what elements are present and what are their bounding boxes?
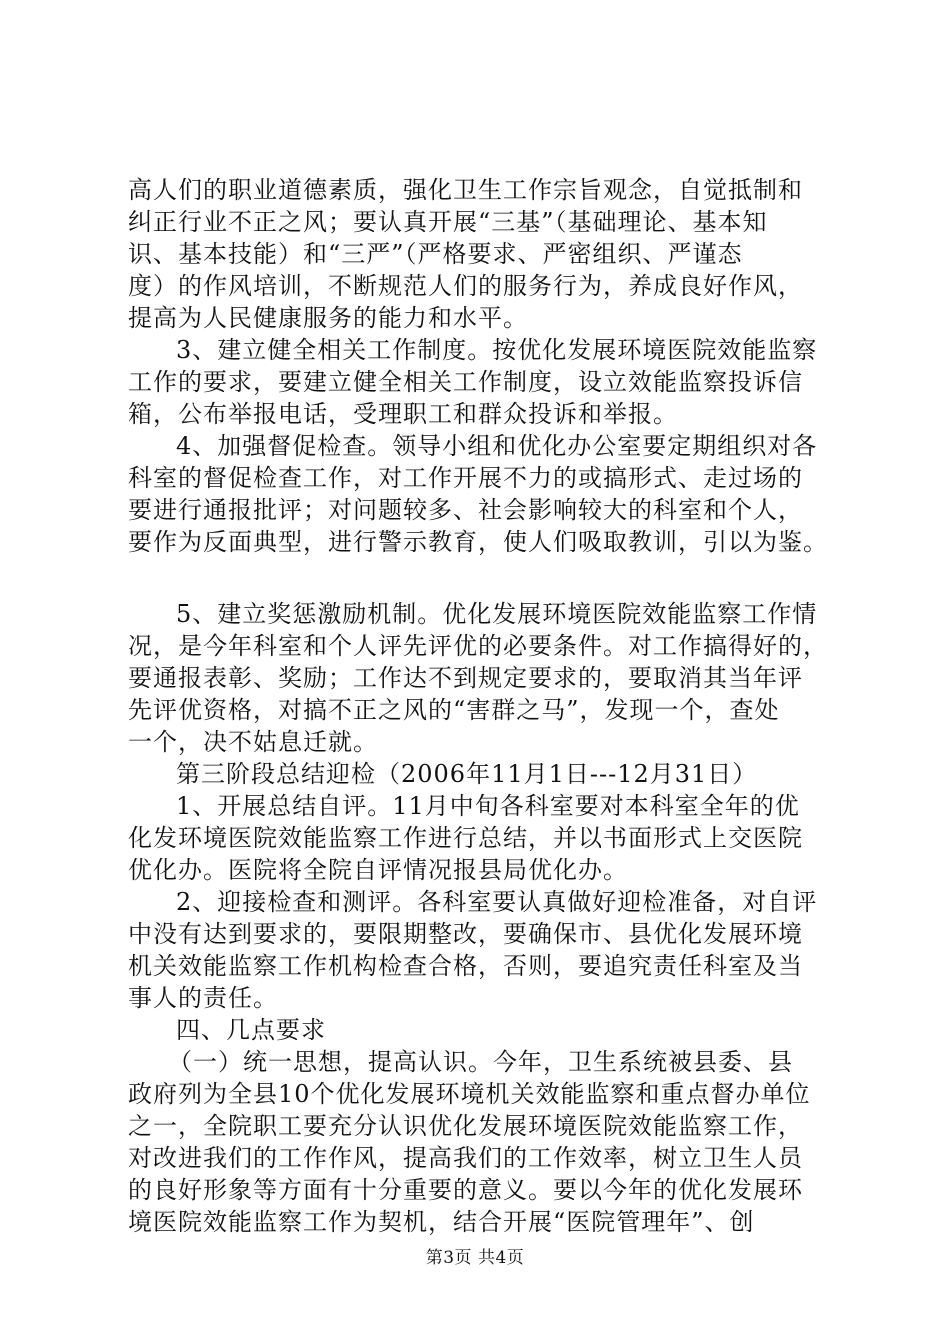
text-line: 科室的督促检查工作，对工作开展不力的或搞形式、走过场的 xyxy=(128,464,803,492)
text-line: 的良好形象等方面有十分重要的意义。要以今年的优化发展环 xyxy=(128,1176,803,1204)
text-line: 况，是今年科室和个人评先评优的必要条件。对工作搞得好的， xyxy=(128,632,828,660)
text-line: 要进行通报批评；对问题较多、社会影响较大的科室和个人， xyxy=(128,496,803,524)
text-line: 4、加强督促检查。领导小组和优化办公室要定期组织对各 xyxy=(176,432,818,460)
text-line: 中没有达到要求的，要限期整改，要确保市、县优化发展环境 xyxy=(128,920,803,948)
text-line: 2、迎接检查和测评。各科室要认真做好迎检准备，对自评 xyxy=(176,888,818,916)
text-line: 政府列为全县10个优化发展环境机关效能监察和重点督办单位 xyxy=(128,1080,811,1108)
text-line: 境医院效能监察工作为契机，结合开展“医院管理年”、创 xyxy=(128,1208,755,1236)
text-line: 化发环境医院效能监察工作进行总结，并以书面形式上交医院 xyxy=(128,824,803,852)
text-line: 先评优资格，对搞不正之风的“害群之马”，发现一个，查处 xyxy=(128,696,780,724)
text-line: 要作为反面典型，进行警示教育，使人们吸取教训，引以为鉴。 xyxy=(128,528,828,556)
text-line: 对改进我们的工作作风，提高我们的工作效率，树立卫生人员 xyxy=(128,1144,803,1172)
paragraph-gap xyxy=(128,558,856,598)
text-line: 提高为人民健康服务的能力和水平。 xyxy=(128,304,528,332)
text-line: 箱，公布举报电话，受理职工和群众投诉和举报。 xyxy=(128,400,678,428)
text-line: 优化办。医院将全院自评情况报县局优化办。 xyxy=(128,856,628,884)
text-line: 高人们的职业道德素质，强化卫生工作宗旨观念，自觉抵制和 xyxy=(128,176,803,204)
text-line: 要通报表彰、奖励；工作达不到规定要求的，要取消其当年评 xyxy=(128,664,803,692)
text-line: 3、建立健全相关工作制度。按优化发展环境医院效能监察 xyxy=(176,336,818,364)
text-line: 识、基本技能）和“三严”（严格要求、严密组织、严谨态 xyxy=(128,240,743,268)
section-heading: 四、几点要求 xyxy=(176,1016,326,1044)
stage-heading: 第三阶段总结迎检（2006年11月1日---12月31日） xyxy=(176,760,758,788)
text-line: 一个，决不姑息迁就。 xyxy=(128,728,378,756)
page-footer xyxy=(0,1243,950,1268)
text-line: 1、开展总结自评。11月中旬各科室要对本科室全年的优 xyxy=(176,792,800,820)
text-line: 5、建立奖惩激励机制。优化发展环境医院效能监察工作情 xyxy=(176,600,818,628)
text-line: 工作的要求，要建立健全相关工作制度，设立效能监察投诉信 xyxy=(128,368,803,396)
text-line: 事人的责任。 xyxy=(128,984,278,1012)
document-body xyxy=(128,174,856,1238)
text-line: 机关效能监察工作机构检查合格，否则，要追究责任科室及当 xyxy=(128,952,803,980)
text-line: 纠正行业不正之风；要认真开展“三基”（基础理论、基本知 xyxy=(128,208,768,236)
text-line: 度）的作风培训，不断规范人们的服务行为，养成良好作风， xyxy=(128,272,803,300)
text-line: （一）统一思想，提高认识。今年，卫生系统被县委、县 xyxy=(168,1048,793,1076)
page-number: 第3页 共4页 xyxy=(425,1248,525,1268)
text-line: 之一，全院职工要充分认识优化发展环境医院效能监察工作， xyxy=(128,1112,803,1140)
